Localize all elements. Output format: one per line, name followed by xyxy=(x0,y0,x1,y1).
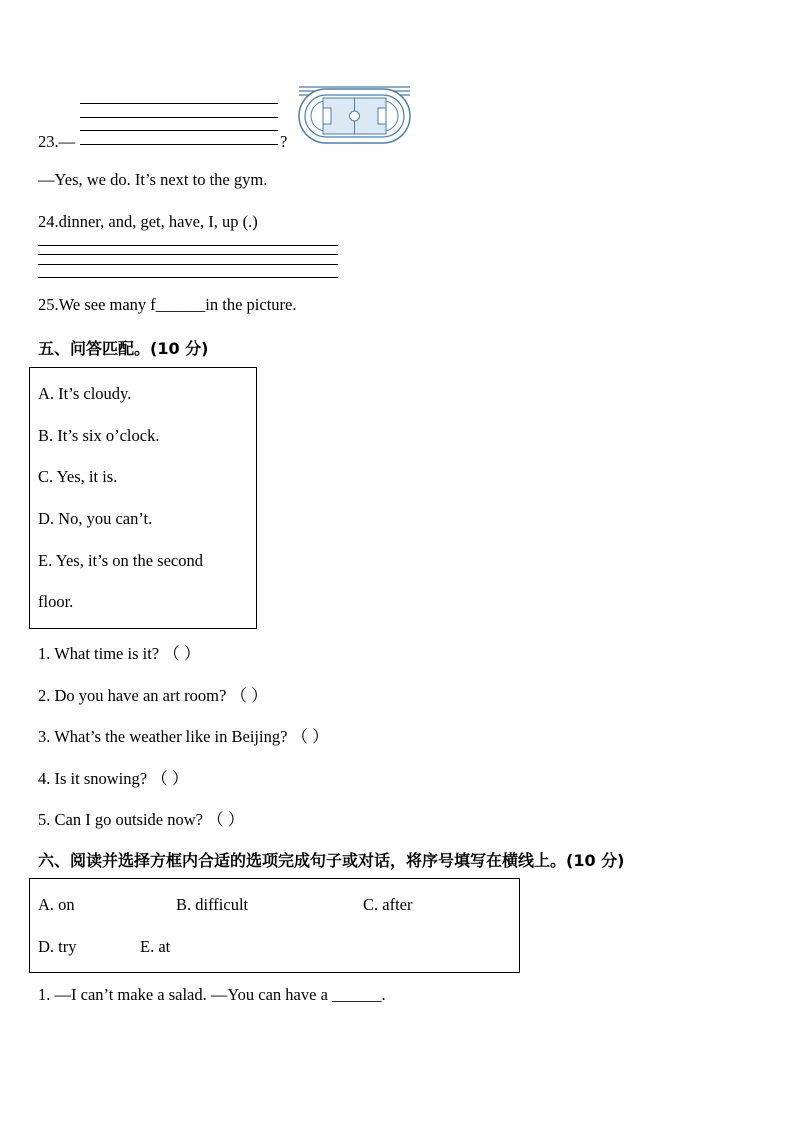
question-text: 2. Do you have an art room? xyxy=(38,686,227,705)
q23-answer-line-2[interactable] xyxy=(80,117,278,118)
q23-number: 23. xyxy=(38,132,59,151)
section6-option-c: C. after xyxy=(363,895,413,914)
section6-title: 六、阅读并选择方框内合适的选项完成句子或对话，将序号填写在横线上。(10 分) xyxy=(38,851,625,870)
section5-question-3 xyxy=(38,723,329,747)
q23-prompt xyxy=(38,132,75,152)
section5-options-box xyxy=(29,367,257,629)
section5-option-d: D. No, you can’t. xyxy=(38,509,153,528)
q25-prefix: 25.We see many f xyxy=(38,295,156,314)
section5-question-2 xyxy=(38,682,268,706)
section5-title: 五、问答匹配。(10 分) xyxy=(38,339,209,358)
section6-option-d: D. try xyxy=(38,937,77,956)
section5-question-1 xyxy=(38,640,200,664)
answer-paren[interactable]: （ ） xyxy=(163,644,201,663)
q23-answer-line-4[interactable] xyxy=(80,144,278,145)
q25-suffix: in the picture. xyxy=(205,295,297,314)
q25-sentence xyxy=(38,295,296,315)
section6-option-a: A. on xyxy=(38,895,75,914)
answer-paren[interactable]: （ ） xyxy=(291,727,329,746)
question-text: 1. What time is it? xyxy=(38,644,160,663)
section5-question-5 xyxy=(38,806,244,830)
q23-question-mark: ? xyxy=(280,132,288,151)
section5-option-a: A. It’s cloudy. xyxy=(38,384,132,403)
section5-option-e-continued: floor. xyxy=(38,592,74,611)
q24-prompt: 24.dinner, and, get, have, I, up (.) xyxy=(38,212,258,231)
question-text: 3. What’s the weather like in Beijing? xyxy=(38,727,288,746)
section5-question-4 xyxy=(38,765,188,789)
q24-answer-line-3[interactable] xyxy=(38,264,338,265)
section5-option-e: E. Yes, it’s on the second xyxy=(38,551,203,570)
section6-option-b: B. difficult xyxy=(176,895,249,914)
q23-answer-line-3[interactable] xyxy=(80,130,278,131)
question-text: 4. Is it snowing? xyxy=(38,769,148,788)
stadium-track-icon xyxy=(297,84,412,146)
section6-option-e: E. at xyxy=(140,937,171,956)
q24-answer-line-1[interactable] xyxy=(38,245,338,246)
q23-answer: —Yes, we do. It’s next to the gym. xyxy=(38,170,268,189)
q25-blank[interactable]: ______ xyxy=(155,295,206,314)
answer-paren[interactable]: （ ） xyxy=(230,686,268,705)
q23-answer-line-1[interactable] xyxy=(80,103,278,104)
answer-paren[interactable]: （ ） xyxy=(151,769,189,788)
q23-dash: — xyxy=(58,132,76,151)
section6-options-box xyxy=(29,878,520,973)
question-text: 5. Can I go outside now? xyxy=(38,810,203,829)
section6-question-1: 1. —I can’t make a salad. —You can have a ______. xyxy=(38,985,386,1004)
q24-answer-line-2[interactable] xyxy=(38,254,338,255)
q24-answer-line-4[interactable] xyxy=(38,277,338,278)
section5-option-c: C. Yes, it is. xyxy=(38,467,118,486)
answer-paren[interactable]: （ ） xyxy=(207,810,245,829)
section5-option-b: B. It’s six o’clock. xyxy=(38,426,160,445)
